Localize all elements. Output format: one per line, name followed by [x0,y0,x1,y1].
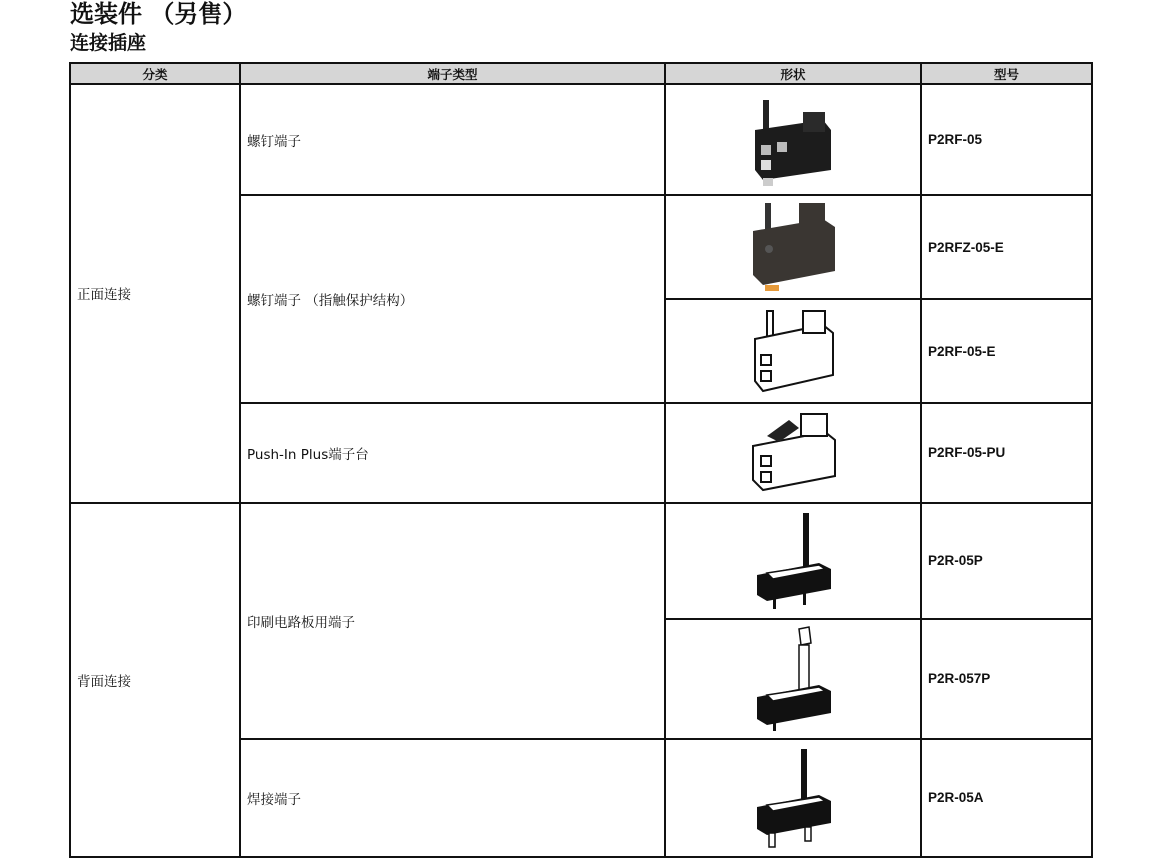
options-table [69,62,1093,858]
model-p2r-05p: P2R-05P [921,503,1092,619]
type-pcb: 印刷电路板用端子 [240,503,665,739]
section-title: 连接插座 [70,32,147,54]
socket-pcb-tall-image [665,619,921,739]
socket-solder-image [665,739,921,857]
header-model: 型号 [921,63,1092,84]
header-shape: 形状 [665,63,921,84]
category-back: 背面连接 [70,503,240,858]
header-category: 分类 [70,63,240,84]
type-screw: 螺钉端子 [240,84,665,195]
table-header-row [70,63,1092,84]
socket-pushin-image [665,403,921,502]
socket-pcb-image [665,503,921,619]
model-p2r-05a: P2R-05A [921,739,1092,857]
socket-screw-outline-image [665,299,921,403]
model-p2rf-05-e: P2RF-05-E [921,299,1092,403]
type-pushin: Push-In Plus端子台 [240,403,665,502]
category-front: 正面连接 [70,84,240,502]
table-row [70,84,1092,195]
socket-screw-image [665,84,921,195]
type-screw-finger: 螺钉端子 （指触保护结构） [240,195,665,403]
header-terminal-type: 端子类型 [240,63,665,84]
model-p2rf-05: P2RF-05 [921,84,1092,195]
page-title: 选装件 （另售） [70,0,247,28]
socket-screw-dark-image [665,195,921,299]
table-row [70,503,1092,619]
type-solder: 焊接端子 [240,739,665,857]
model-p2r-057p: P2R-057P [921,619,1092,739]
model-p2rf-05-pu: P2RF-05-PU [921,403,1092,502]
model-p2rfz-05-e: P2RFZ-05-E [921,195,1092,299]
